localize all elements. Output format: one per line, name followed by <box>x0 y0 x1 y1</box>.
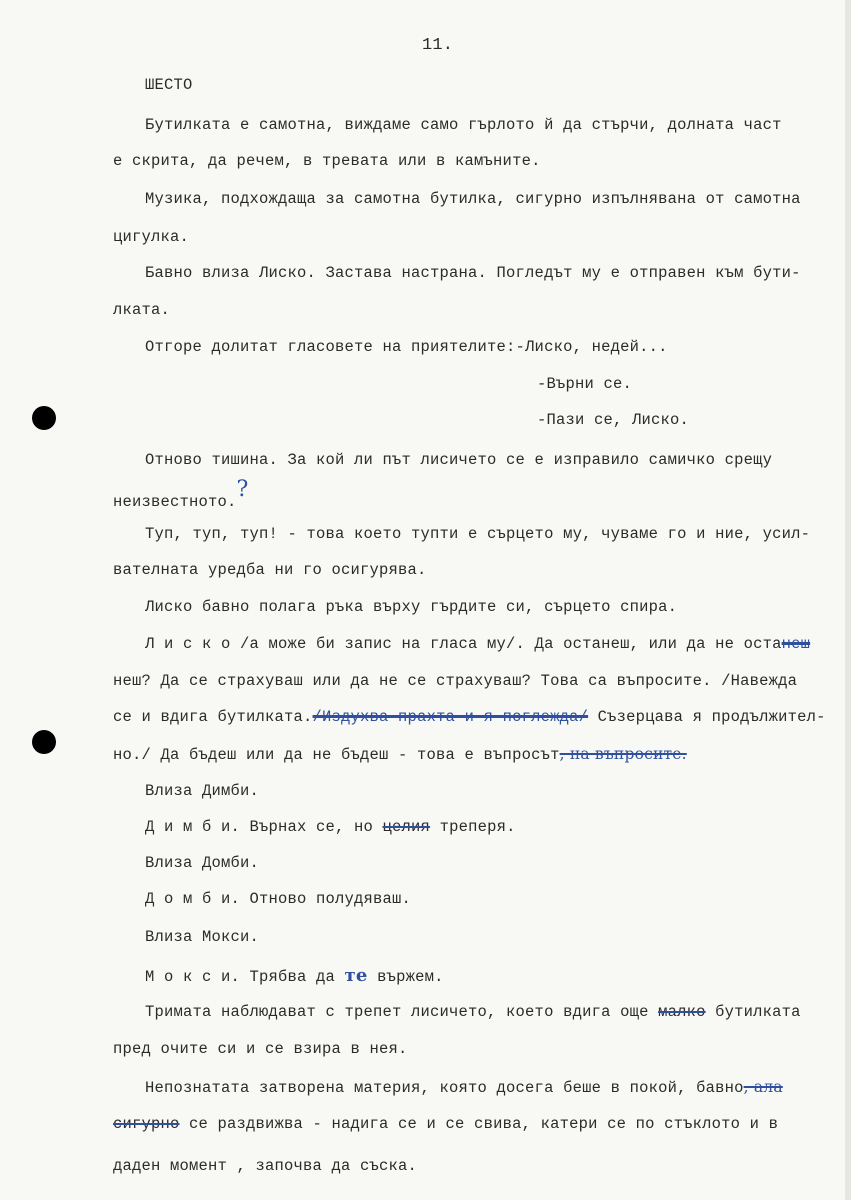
handwritten-question-mark: ? <box>236 477 249 502</box>
text-line: Влиза Мокси. <box>145 928 260 946</box>
text-segment: се и вдига бутилката. <box>113 708 313 726</box>
text-segment: Л и с к о /а може би запис на гласа му/. Да останеш, или да не оста <box>145 635 782 653</box>
struck-text: сигурно <box>113 1115 180 1133</box>
page-number: 11. <box>422 36 454 55</box>
text-line: пред очите си и се взира в нея. <box>113 1040 408 1058</box>
text-line: цигулка. <box>113 228 190 246</box>
text-segment: Д и м б и. Върнах се, но <box>145 818 383 836</box>
text-line <box>145 965 444 986</box>
struck-text: целия <box>382 818 431 836</box>
struck-text: , на въпросите. <box>559 745 687 763</box>
text-line: вателната уредба ни го осигурява. <box>113 561 427 579</box>
text-line: Влиза Димби. <box>145 782 260 800</box>
struck-text: малко <box>658 1003 706 1021</box>
text-line <box>145 818 516 836</box>
text-segment: но./ Да бъдеш или да не бъдеш - това е въпросът <box>113 746 560 764</box>
struck-text: /Издухва прахта и я поглежда/ <box>312 708 589 726</box>
text-line: е скрита, да речем, в тревата или в камъните. <box>113 152 541 170</box>
text-line: Влиза Домби. <box>145 854 260 872</box>
text-line: Бавно влиза Лиско. Застава настрана. Погледът му е отправен към бути- <box>145 264 801 282</box>
text-line <box>145 1078 783 1097</box>
punch-hole-bottom <box>32 730 56 754</box>
text-line: Лиско бавно полага ръка върху гърдите си, сърцето спира. <box>145 598 678 616</box>
text-segment: се раздвижва - надига се и се свива, катери се по стъклото и в <box>179 1115 779 1133</box>
text-line <box>145 635 810 653</box>
text-line: -Пази се, Лиско. <box>537 411 690 429</box>
text-line: Отново тишина. За кой ли път лисичето се е изправило самичко срещу <box>145 451 773 469</box>
struck-text: , ала <box>743 1078 783 1096</box>
text-segment: Тримата наблюдават с трепет лисичето, което вдига още <box>145 1003 659 1021</box>
struck-text: неш <box>781 635 811 653</box>
text-line: -Върни се. <box>537 375 633 393</box>
text-segment: неизвестното. <box>113 493 237 511</box>
text-segment: М о к с и. Трябва да <box>145 968 345 986</box>
handwritten-insertion: те <box>344 965 368 986</box>
section-heading: ШЕСТО <box>145 76 193 94</box>
text-line <box>113 1115 778 1133</box>
page-edge <box>845 0 851 1200</box>
text-line: Бутилката е самотна, виждаме само гърлото й да стърчи, долната част <box>145 116 782 134</box>
text-segment: Съзерцава я продължител- <box>588 708 826 726</box>
text-line: даден момент , започва да съска. <box>113 1157 418 1175</box>
text-line <box>113 477 249 512</box>
text-line: Музика, подхождаща за самотна бутилка, сигурно изпълнявана от самотна <box>145 190 801 208</box>
text-segment: треперя. <box>430 818 516 836</box>
text-line: неш? Да се страхуваш или да не се страхуваш? Това са въпросите. /Навежда <box>113 672 798 690</box>
punch-hole-top <box>32 406 56 430</box>
text-line: Отгоре долитат гласовете на приятелите:-Лиско, недей... <box>145 338 668 356</box>
text-segment: Непознатата затворена материя, която досега беше в покой, бавно <box>145 1079 744 1097</box>
text-segment: бутилката <box>705 1003 801 1021</box>
text-line <box>145 1003 801 1021</box>
text-line <box>113 708 826 726</box>
text-line: Д о м б и. Отново полудяваш. <box>145 890 412 908</box>
text-line: Туп, туп, туп! - това което тупти е сърцето му, чуваме го и ние, усил- <box>145 525 811 543</box>
text-line: лката. <box>113 301 171 319</box>
text-segment: вържем. <box>367 968 444 986</box>
text-line <box>113 745 687 764</box>
